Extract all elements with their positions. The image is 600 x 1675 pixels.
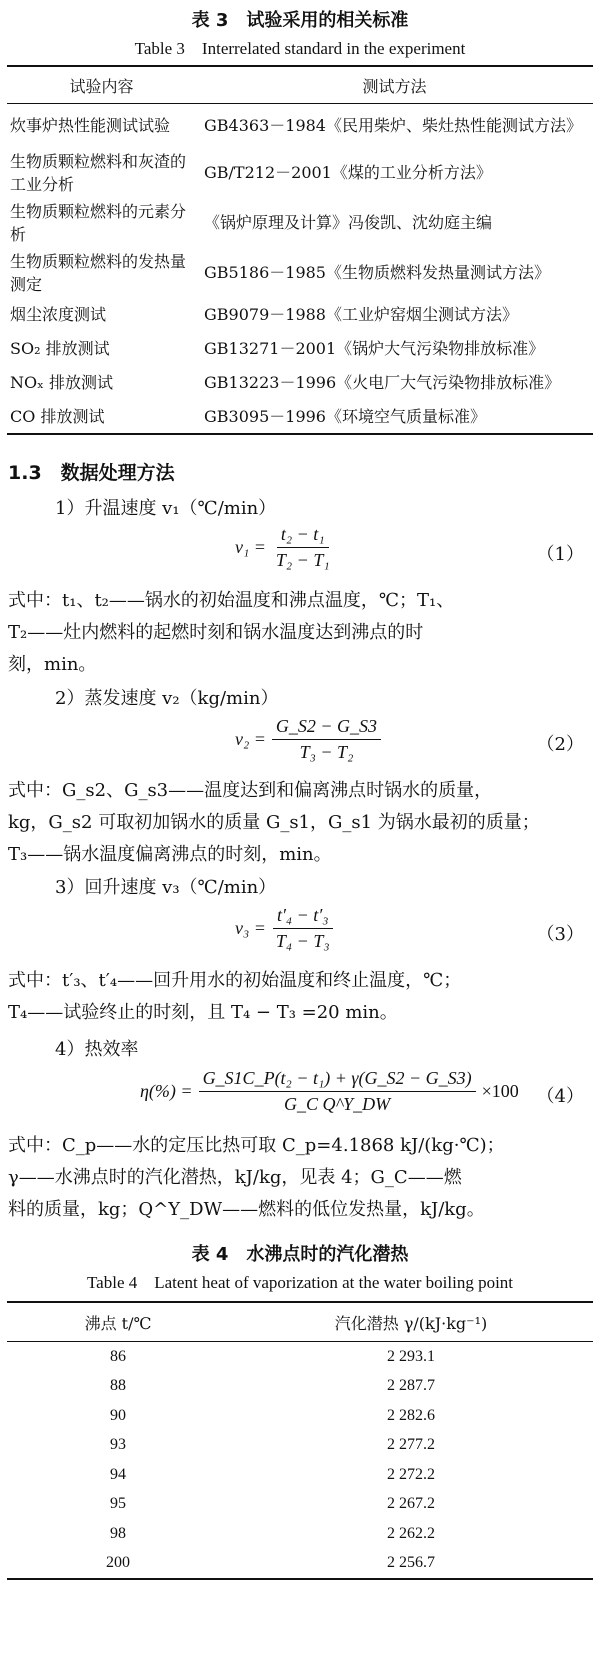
table3-item: 生物质颗粒燃料的元素分析 bbox=[10, 201, 187, 244]
table4-header-latent-heat: 汽化潜热 γ/(kJ·kg⁻¹) bbox=[229, 1302, 593, 1342]
eq4-def-line: γ——水沸点时的汽化潜热，kJ/kg，见表 4；G_C——燃 bbox=[8, 1167, 462, 1188]
table3-item: 生物质颗粒燃料的发热量测定 bbox=[10, 251, 187, 294]
table3-method: GB13223－1996《火电厂大气污染物排放标准》 bbox=[204, 373, 561, 392]
table-row bbox=[7, 1519, 593, 1549]
table3-item: 生物质颗粒燃料和灰渣的工业分析 bbox=[10, 151, 187, 194]
table-row bbox=[7, 400, 593, 434]
table4-h: 2 262.2 bbox=[387, 1524, 435, 1542]
table3-caption-cn: 表 3 试验采用的相关标准 bbox=[191, 10, 409, 31]
table3-item: 烟尘浓度测试 bbox=[10, 305, 107, 324]
table3-item: NOₓ 排放测试 bbox=[10, 373, 113, 392]
table3-method: GB9079－1988《工业炉窑烟尘测试方法》 bbox=[204, 305, 518, 324]
table4-header-boiling-point: 沸点 t/℃ bbox=[7, 1302, 229, 1342]
section-title: 1.3 数据处理方法 bbox=[8, 462, 175, 484]
eq3-number: （3） bbox=[536, 924, 584, 945]
table3-method: GB3095－1996《环境空气质量标准》 bbox=[204, 406, 486, 426]
table-row bbox=[7, 104, 593, 148]
table4-caption-en: Table 4 Latent heat of vaporization at the water boiling point bbox=[86, 1273, 514, 1292]
table-row bbox=[7, 198, 593, 248]
eq3-def-line: 式中：t′₃、t′₄——回升用水的初始温度和终止温度，℃； bbox=[8, 970, 462, 991]
table-row bbox=[7, 1401, 593, 1431]
eq1-lhs: v₁ = bbox=[235, 537, 266, 557]
equation-3 bbox=[235, 905, 340, 952]
eq2-def-line: kg，G_s2 可取初加锅水的质量 G_s1，G_s1 为锅水最初的质量； bbox=[8, 812, 540, 833]
table3 bbox=[7, 65, 593, 435]
subheading-heating-rate: 1）升温速度 v₁（℃/min） bbox=[55, 498, 277, 519]
equation-2 bbox=[235, 716, 387, 763]
eq1-number: （1） bbox=[536, 544, 584, 565]
paragraph-eq4-definitions bbox=[8, 1130, 594, 1226]
eq3-numerator: t′₄ − t′₃ bbox=[273, 905, 333, 929]
table4-h: 2 256.7 bbox=[387, 1554, 435, 1572]
table4-t: 88 bbox=[110, 1377, 126, 1395]
table4-h: 2 277.2 bbox=[387, 1436, 435, 1454]
eq3-def-line: T₄——试验终止的时刻，且 T₄ − T₃ =20 min。 bbox=[8, 1002, 398, 1023]
table3-method: GB4363－1984《民用柴炉、柴灶热性能测试方法》 bbox=[204, 116, 582, 136]
table3-method: GB5186－1985《生物质燃料发热量测试方法》 bbox=[204, 263, 550, 282]
table-row bbox=[7, 1549, 593, 1580]
equation-4 bbox=[140, 1068, 519, 1115]
table3-method: 《锅炉原理及计算》冯俊凯、沈幼庭主编 bbox=[204, 213, 493, 232]
table-row bbox=[7, 1460, 593, 1490]
table3-item: CO 排放测试 bbox=[10, 406, 105, 426]
eq2-def-line: T₃——锅水温度偏离沸点的时刻，min。 bbox=[8, 844, 332, 865]
eq3-lhs: v₃ = bbox=[235, 918, 266, 938]
table4-h: 2 272.2 bbox=[387, 1465, 435, 1483]
table3-header-method: 测试方法 bbox=[196, 66, 593, 104]
table-row bbox=[7, 1342, 593, 1372]
table4-t: 95 bbox=[110, 1495, 126, 1513]
eq1-def-line: 式中：t₁、t₂——锅水的初始温度和沸点温度，℃；T₁、 bbox=[8, 590, 455, 611]
eq1-def-line: 刻，min。 bbox=[8, 654, 97, 675]
eq4-numerator: G_S1C_P(t₂ − t₁) + γ(G_S2 − G_S3) bbox=[199, 1068, 476, 1092]
eq1-def-line: T₂——灶内燃料的起燃时刻和锅水温度达到沸点的时 bbox=[8, 622, 424, 643]
table3-method: GB/T212－2001《煤的工业分析方法》 bbox=[204, 163, 492, 182]
table-row bbox=[7, 332, 593, 366]
eq2-number: （2） bbox=[536, 734, 584, 755]
table4 bbox=[7, 1301, 593, 1580]
paragraph-eq2-definitions bbox=[8, 775, 594, 871]
table4-t: 93 bbox=[110, 1436, 126, 1454]
table4-t: 86 bbox=[110, 1347, 126, 1365]
subheading-recovery-rate: 3）回升速度 v₃（℃/min） bbox=[55, 877, 277, 898]
paragraph-eq1-definitions bbox=[8, 585, 594, 681]
table4-h: 2 287.7 bbox=[387, 1377, 435, 1395]
eq3-denominator: T₄ − T₃ bbox=[275, 931, 330, 951]
eq2-lhs: v₂ = bbox=[235, 729, 266, 749]
eq4-multiplier: ×100 bbox=[481, 1081, 519, 1101]
table-row bbox=[7, 1431, 593, 1461]
table4-t: 90 bbox=[110, 1406, 126, 1424]
eq4-def-line: 式中：C_p——水的定压比热可取 C_p=4.1868 kJ/(kg·℃)； bbox=[8, 1135, 505, 1156]
table3-item: SO₂ 排放测试 bbox=[10, 339, 110, 358]
eq1-denominator: T₂ − T₁ bbox=[275, 550, 330, 570]
eq2-def-line: 式中：G_s2、G_s3——温度达到和偏离沸点时锅水的质量， bbox=[8, 780, 493, 801]
table4-h: 2 267.2 bbox=[387, 1495, 435, 1513]
eq2-denominator: T₃ − T₂ bbox=[299, 742, 354, 762]
table-row bbox=[7, 298, 593, 332]
eq4-number: （4） bbox=[536, 1086, 584, 1107]
table4-t: 98 bbox=[110, 1524, 126, 1542]
equation-1 bbox=[235, 524, 340, 571]
table4-block bbox=[0, 1240, 600, 1580]
table4-h: 2 282.6 bbox=[387, 1406, 435, 1424]
table3-block bbox=[0, 6, 600, 435]
table-row bbox=[7, 248, 593, 298]
eq4-denominator: G_C Q^Y_DW bbox=[284, 1094, 391, 1114]
eq4-def-line: 料的质量，kg；Q^Y_DW——燃料的低位发热量，kJ/kg。 bbox=[8, 1199, 485, 1220]
table3-caption-en: Table 3 Interrelated standard in the experiment bbox=[134, 39, 466, 58]
paragraph-eq3-definitions bbox=[8, 965, 594, 1029]
table3-item: 炊事炉热性能测试试验 bbox=[10, 116, 171, 136]
eq1-numerator: t₂ − t₁ bbox=[277, 524, 329, 548]
eq2-numerator: G_S2 − G_S3 bbox=[272, 716, 381, 740]
table4-t: 94 bbox=[110, 1465, 126, 1483]
table-row bbox=[7, 366, 593, 400]
table4-h: 2 293.1 bbox=[387, 1347, 435, 1365]
table4-caption-cn: 表 4 水沸点时的汽化潜热 bbox=[191, 1244, 409, 1265]
table4-t: 200 bbox=[106, 1554, 130, 1572]
table-row bbox=[7, 1372, 593, 1402]
table-row bbox=[7, 148, 593, 198]
subheading-evaporation-rate: 2）蒸发速度 v₂（kg/min） bbox=[55, 688, 279, 709]
table3-method: GB13271－2001《锅炉大气污染物排放标准》 bbox=[204, 339, 545, 358]
eq4-lhs: η(%) = bbox=[140, 1081, 193, 1101]
subheading-thermal-efficiency: 4）热效率 bbox=[55, 1039, 139, 1060]
table3-header-item: 试验内容 bbox=[7, 66, 196, 104]
table-row bbox=[7, 1490, 593, 1520]
